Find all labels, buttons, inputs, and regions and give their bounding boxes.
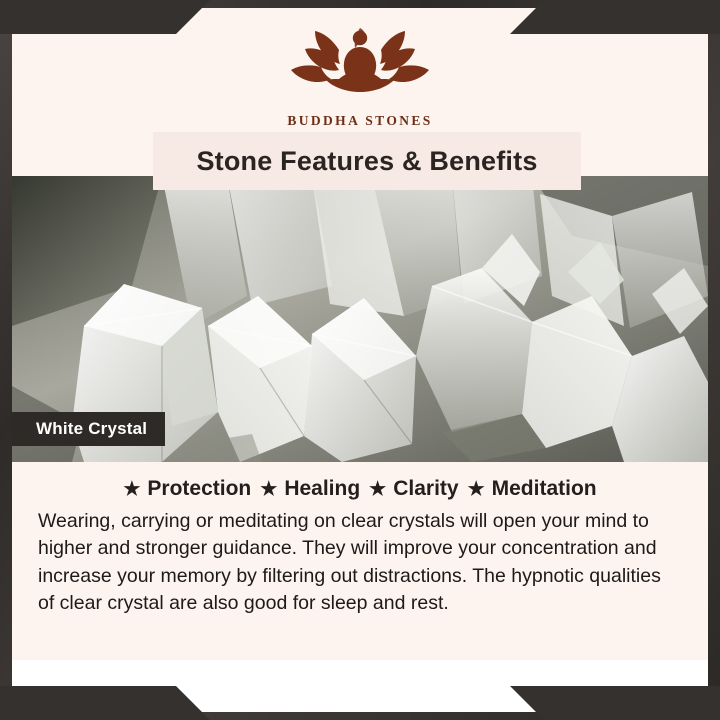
star-icon: ★ [260, 478, 278, 500]
benefit-item-1 [123, 477, 251, 501]
benefit-item-4 [468, 477, 597, 501]
brand-header [12, 22, 708, 129]
page-title: Stone Features & Benefits [196, 145, 538, 176]
frame-corner-bottom-right [510, 686, 720, 720]
description-block [12, 508, 708, 617]
benefit-label: Meditation [491, 477, 597, 500]
frame-corner-top-right [510, 0, 720, 34]
benefit-label: Clarity [393, 477, 459, 500]
frame-corner-bottom-left [0, 686, 210, 720]
content-card [12, 8, 708, 712]
star-icon: ★ [467, 478, 485, 500]
benefit-item-2 [260, 477, 360, 501]
photo-caption-label: White Crystal [36, 419, 148, 438]
star-icon: ★ [123, 478, 141, 500]
brand-name: BUDDHA STONES [287, 113, 433, 128]
title-band [153, 132, 581, 190]
benefit-item-3 [369, 477, 458, 501]
description-text: Wearing, carrying or meditating on clear crystals will open your mind to higher and stronger guidance. They will improve your concentration and increase your memory by filtering out distractions. The hypnotic qualities of clear crystal are also good for sleep and rest. [38, 510, 661, 614]
benefit-label: Protection [147, 477, 252, 500]
photo-caption-tag [12, 412, 165, 446]
star-icon: ★ [369, 478, 387, 500]
lotus-meditation-icon [281, 22, 439, 108]
frame-corner-top-left [0, 0, 210, 34]
benefit-label: Healing [284, 477, 361, 500]
